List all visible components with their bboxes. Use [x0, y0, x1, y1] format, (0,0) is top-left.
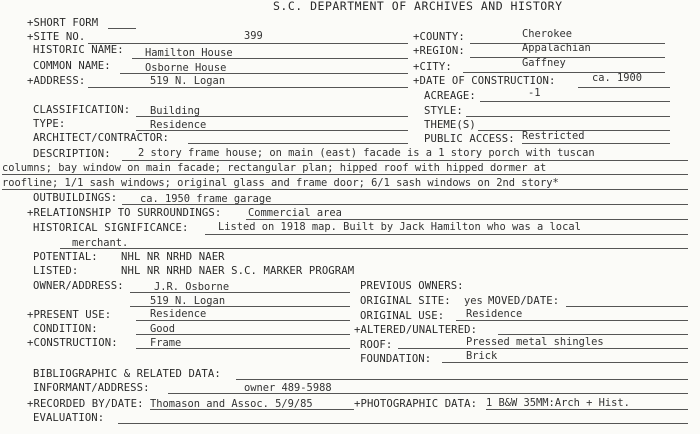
- type-value: Residence: [150, 119, 207, 131]
- relationship-value: Commercial area: [248, 207, 342, 219]
- classification-label: CLASSIFICATION:: [33, 104, 131, 116]
- owner-address-line: [130, 306, 350, 307]
- present-use-label: +PRESENT USE:: [27, 309, 112, 321]
- roof-value: Pressed metal shingles: [466, 336, 604, 348]
- public-access-label: PUBLIC ACCESS:: [424, 133, 515, 145]
- original-use-line: [456, 320, 688, 321]
- county-value: Cherokee: [522, 28, 573, 40]
- relationship-line: [246, 219, 688, 220]
- original-use-label: ORIGINAL USE:: [360, 310, 445, 322]
- previous-owners-label: PREVIOUS OWNERS:: [360, 280, 464, 292]
- evaluation-label: EVALUATION:: [33, 412, 105, 424]
- potential-options: NHL NR NRHD NAER: [121, 251, 225, 263]
- owner-name-value: J.R. Osborne: [154, 281, 230, 293]
- common-name-line: [120, 73, 408, 74]
- short-form-label: +SHORT FORM: [27, 17, 99, 29]
- outbuildings-label: OUTBUILDINGS:: [33, 192, 118, 204]
- bibliographic-line: [236, 379, 688, 380]
- description-rule-1: [122, 160, 688, 161]
- type-line: [136, 130, 408, 131]
- construction-label: +CONSTRUCTION:: [27, 337, 118, 349]
- historic-name-value: Hamilton House: [145, 47, 233, 59]
- historical-significance-line-2: merchant.: [72, 237, 129, 249]
- acreage-label: ACREAGE:: [424, 90, 476, 102]
- historical-significance-line-1: Listed on 1918 map. Built by Jack Hamilton who was a local: [218, 221, 581, 233]
- recorded-by-label: +RECORDED BY/DATE:: [27, 398, 144, 410]
- classification-line: [136, 116, 408, 117]
- city-value: Gaffney: [522, 57, 566, 69]
- description-label: DESCRIPTION:: [33, 148, 111, 160]
- foundation-label: FOUNDATION:: [360, 353, 432, 365]
- moved-date-line: [566, 306, 688, 307]
- acreage-value: -1: [528, 87, 541, 99]
- description-rule-3: [2, 189, 688, 190]
- site-no-line: [88, 43, 408, 44]
- historical-significance-rule-2: [60, 248, 688, 249]
- region-value: Appalachian: [522, 42, 591, 54]
- foundation-value: Brick: [466, 350, 498, 362]
- common-name-label: COMMON NAME:: [33, 60, 111, 72]
- site-no-label: +SITE NO.: [27, 31, 86, 43]
- description-line-3: roofline; 1/1 sash windows; original glass and frame door; 6/1 sash windows on 2nd story*: [2, 177, 559, 189]
- condition-label: CONDITION:: [33, 323, 98, 335]
- roof-line: [398, 348, 688, 349]
- county-label: +COUNTY:: [413, 31, 465, 43]
- outbuildings-line: [122, 204, 688, 205]
- site-no-value: 399: [244, 30, 263, 42]
- architect-line: [188, 143, 408, 144]
- date-of-construction-line: [578, 87, 670, 88]
- recorded-by-value: Thomason and Assoc. 5/9/85: [150, 398, 313, 410]
- recorded-by-line: [150, 409, 354, 410]
- potential-label: POTENTIAL:: [33, 251, 98, 263]
- roof-label: ROOF:: [360, 339, 393, 351]
- present-use-line: [136, 320, 350, 321]
- altered-line: [498, 334, 688, 335]
- owner-name-line: [130, 292, 350, 293]
- informant-line: [168, 393, 688, 394]
- evaluation-line: [118, 423, 688, 424]
- address-line: [88, 87, 408, 88]
- page-title: S.C. DEPARTMENT OF ARCHIVES AND HISTORY: [273, 0, 563, 13]
- listed-label: LISTED:: [33, 265, 79, 277]
- region-line: [470, 57, 665, 58]
- condition-value: Good: [150, 323, 176, 335]
- altered-label: +ALTERED/UNALTERED:: [354, 324, 478, 336]
- photographic-line: [486, 409, 688, 410]
- foundation-line: [442, 362, 688, 363]
- address-value: 519 N. Logan: [150, 75, 226, 87]
- outbuildings-value: ca. 1950 frame garage: [140, 193, 272, 205]
- theme-label: THEME(S): [424, 119, 476, 131]
- architect-label: ARCHITECT/CONTRACTOR:: [33, 132, 170, 144]
- photographic-value: 1 B&W 35MM:Arch + Hist.: [486, 397, 630, 409]
- construction-value: Frame: [150, 337, 182, 349]
- date-of-construction-value: ca. 1900: [592, 72, 643, 84]
- short-form-line: [108, 28, 136, 29]
- moved-date-label: MOVED/DATE:: [488, 295, 560, 307]
- present-use-value: Residence: [150, 308, 207, 320]
- historic-name-line: [132, 58, 408, 59]
- historic-name-label: HISTORIC NAME:: [33, 44, 124, 56]
- relationship-label: +RELATIONSHIP TO SURROUNDINGS:: [27, 207, 222, 219]
- construction-line: [136, 348, 350, 349]
- original-site-label: ORIGINAL SITE:: [360, 295, 451, 307]
- owner-address-value: 519 N. Logan: [150, 295, 226, 307]
- public-access-line: [522, 143, 670, 144]
- city-label: +CITY:: [413, 61, 452, 73]
- public-access-value: Restricted: [522, 130, 585, 142]
- listed-options: NHL NR NRHD NAER S.C. MARKER PROGRAM: [121, 265, 355, 277]
- date-of-construction-label: +DATE OF CONSTRUCTION:: [413, 75, 556, 87]
- original-site-value: yes: [464, 295, 483, 307]
- description-line-2: columns; bay window on main facade; rectangular plan; hipped roof with hipped dormer at: [2, 162, 547, 174]
- photographic-label: +PHOTOGRAPHIC DATA:: [354, 398, 478, 410]
- informant-value: owner 489-5988: [244, 382, 332, 394]
- acreage-line: [480, 101, 670, 102]
- style-label: STYLE:: [424, 105, 463, 117]
- description-line-1: 2 story frame house; on main (east) facade is a 1 story porch with tuscan: [138, 147, 595, 159]
- original-use-value: Residence: [466, 308, 523, 320]
- style-line: [466, 116, 670, 117]
- classification-value: Building: [150, 105, 201, 117]
- condition-line: [136, 334, 350, 335]
- region-label: +REGION:: [413, 45, 465, 57]
- historical-significance-rule-1: [205, 234, 688, 235]
- bibliographic-label: BIBLIOGRAPHIC & RELATED DATA:: [33, 368, 221, 380]
- description-rule-2: [2, 174, 688, 175]
- owner-address-label: OWNER/ADDRESS:: [33, 280, 124, 292]
- address-label: +ADDRESS:: [27, 75, 86, 87]
- type-label: TYPE:: [33, 118, 66, 130]
- informant-label: INFORMANT/ADDRESS:: [33, 382, 150, 394]
- common-name-value: Osborne House: [145, 62, 227, 74]
- historical-significance-label: HISTORICAL SIGNIFICANCE:: [33, 222, 189, 234]
